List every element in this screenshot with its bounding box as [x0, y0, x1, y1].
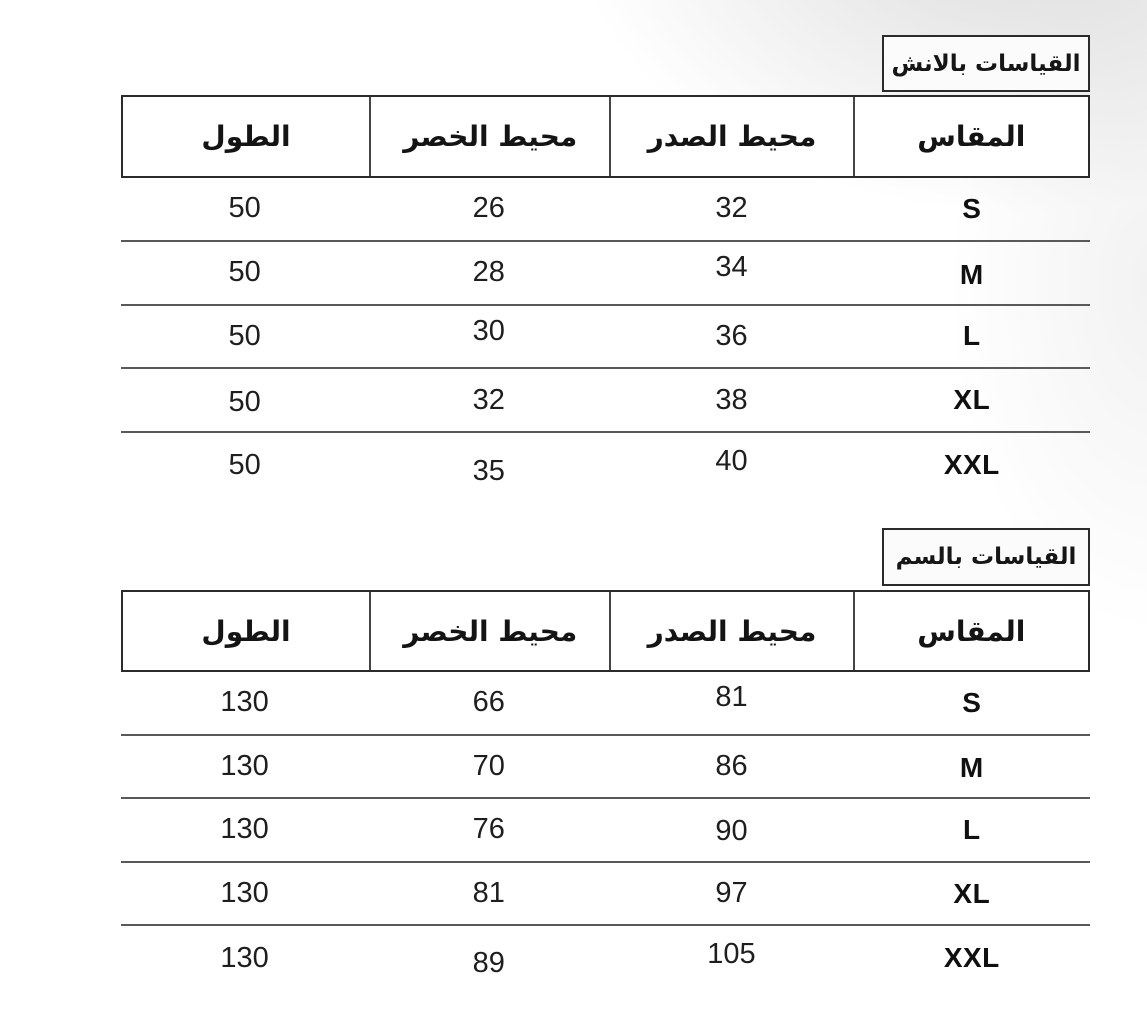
size-cell: XL [953, 877, 991, 909]
waist-cell: 35 [472, 454, 505, 487]
size-cell: S [962, 192, 982, 224]
table-row [121, 242, 1090, 306]
column-header-waist: محيط الخصر [369, 97, 609, 176]
column-header-size: المقاس [853, 592, 1088, 670]
column-header-chest: محيط الصدر [609, 97, 852, 176]
table-row [121, 736, 1090, 800]
length-cell: 50 [228, 319, 261, 352]
waist-cell: 76 [472, 813, 505, 846]
chest-cell: 36 [715, 319, 748, 352]
chest-cell: 90 [715, 815, 748, 848]
length-cell: 50 [228, 385, 261, 418]
chest-cell: 32 [715, 192, 748, 225]
size-table-inches [121, 95, 1090, 497]
chest-cell: 38 [715, 383, 748, 416]
waist-cell: 28 [472, 256, 505, 289]
table-row [121, 433, 1090, 497]
table-row [121, 178, 1090, 242]
table-row [121, 799, 1090, 863]
length-cell: 130 [220, 877, 269, 910]
chest-cell: 97 [715, 877, 748, 910]
waist-cell: 89 [472, 946, 505, 979]
column-header-chest: محيط الصدر [609, 592, 852, 670]
column-header-length: الطول [201, 614, 291, 648]
length-cell: 130 [220, 813, 269, 846]
table-row [121, 369, 1090, 433]
waist-cell: 30 [472, 314, 505, 347]
waist-cell: 70 [472, 749, 505, 782]
waist-cell: 32 [472, 383, 505, 416]
size-cell: XXL [943, 449, 1000, 481]
size-cell: L [962, 813, 981, 845]
size-cell: M [959, 752, 984, 784]
table-row [121, 926, 1090, 990]
length-cell: 50 [228, 256, 261, 289]
column-header-length: الطول [201, 120, 291, 153]
table-header-row [121, 590, 1090, 672]
size-cell: S [962, 686, 982, 718]
chest-cell: 105 [707, 937, 756, 970]
size-cell: L [962, 320, 981, 352]
table-row [121, 672, 1090, 736]
size-table-cm [121, 590, 1090, 990]
chest-cell: 34 [715, 251, 748, 284]
waist-cell: 81 [472, 877, 505, 910]
length-cell: 50 [228, 192, 261, 225]
table-title-inches: القياسات بالانش [882, 35, 1090, 92]
column-header-waist: محيط الخصر [369, 592, 609, 670]
column-header-size: المقاس [853, 97, 1088, 176]
table-row [121, 863, 1090, 927]
table-title-cm: القياسات بالسم [882, 528, 1090, 586]
waist-cell: 26 [472, 192, 505, 225]
chest-cell: 86 [715, 749, 748, 782]
size-cell: XXL [943, 942, 1000, 974]
length-cell: 50 [228, 448, 261, 481]
chest-cell: 81 [715, 681, 748, 714]
size-cell: M [959, 258, 984, 290]
length-cell: 130 [220, 941, 269, 974]
length-cell: 130 [220, 749, 269, 782]
length-cell: 130 [220, 686, 269, 719]
size-cell: XL [953, 384, 991, 416]
table-row [121, 306, 1090, 370]
table-header-row [121, 95, 1090, 178]
chest-cell: 40 [715, 444, 748, 477]
waist-cell: 66 [472, 686, 505, 719]
